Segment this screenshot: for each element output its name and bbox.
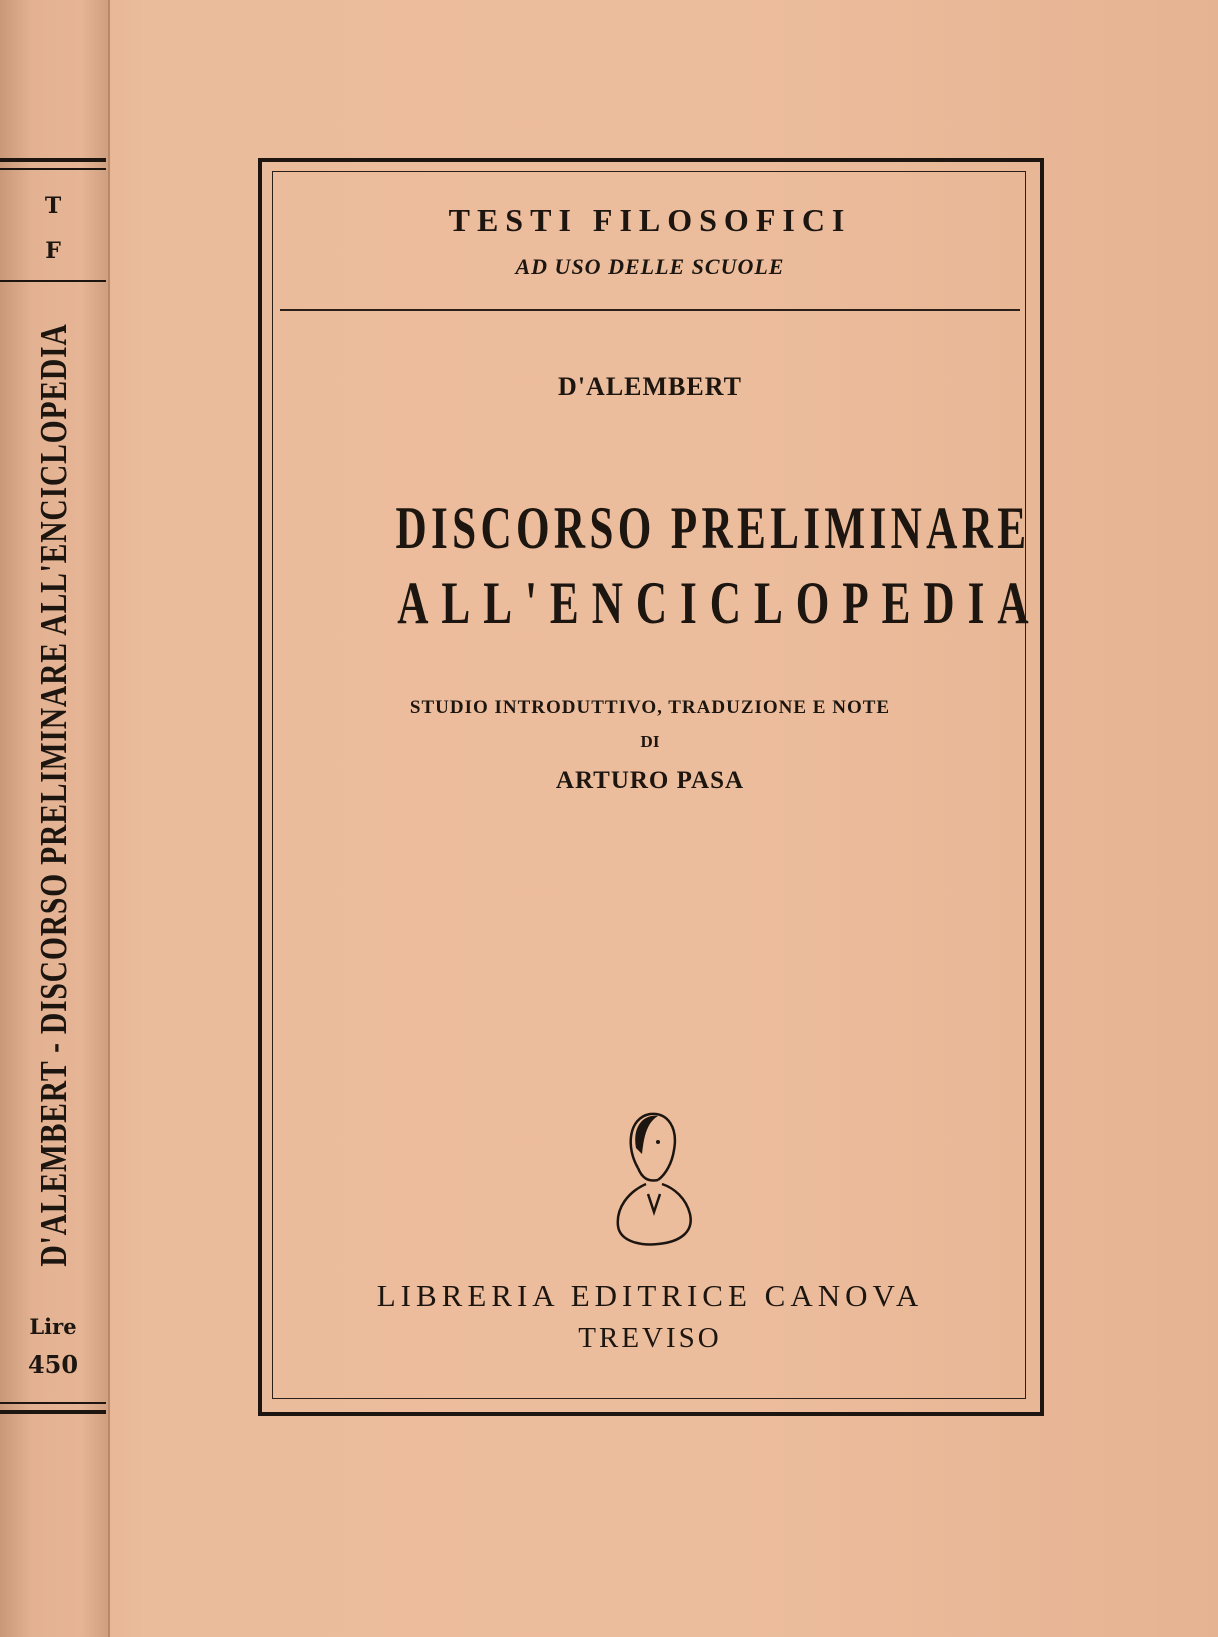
credits: STUDIO INTRODUTTIVO, TRADUZIONE E NOTE: [409, 697, 891, 718]
header-divider: [280, 309, 1020, 311]
series-title: TESTI FILOSOFICI: [448, 202, 852, 238]
spine-price-value: 450: [27, 1350, 79, 1379]
spine-initial: T: [44, 193, 62, 219]
spine-title-text: D'ALEMBERT - DISCORSO PRELIMINARE ALL'ENCICLOPEDIA: [33, 323, 75, 1267]
credits-by: DI: [640, 732, 660, 751]
bust-emblem-icon: [608, 1108, 698, 1248]
book-title-line1: [272, 494, 1031, 563]
spine-rule: [0, 1410, 106, 1414]
spine-price-label: Lire: [29, 1314, 77, 1339]
book-title-line2: [272, 569, 1042, 638]
publisher: LIBRERIA EDITRICE CANOVA: [376, 1278, 924, 1313]
spine-title: [32, 190, 76, 1399]
book-title-line1-text: DISCORSO PRELIMINARE: [395, 495, 1031, 561]
book-title-line2-text: ALL'ENCICLOPEDIA: [397, 570, 1042, 636]
spine-rule: [0, 1402, 106, 1404]
spine-rule: [0, 168, 106, 170]
author: D'ALEMBERT: [558, 372, 742, 401]
publisher-city: TREVISO: [578, 1322, 722, 1354]
spine-rule: [0, 158, 106, 162]
book-spine: [0, 0, 110, 1637]
series-subtitle: AD USO DELLE SCUOLE: [515, 254, 785, 279]
spine-initial: F: [45, 238, 61, 264]
translator: ARTURO PASA: [555, 767, 745, 794]
